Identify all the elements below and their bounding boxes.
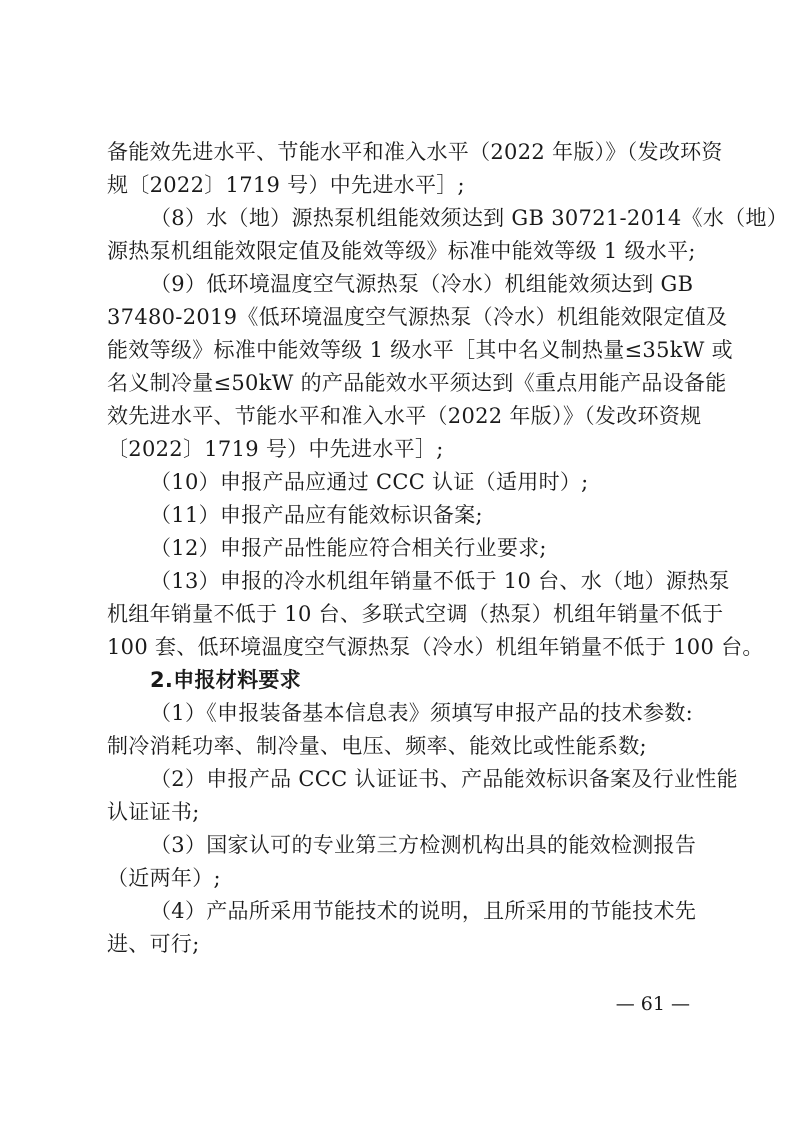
body-line-1: 备能效先进水平、节能水平和准入水平（2022 年版）》（发改环资 — [107, 140, 723, 164]
body-line-18: （1）《申报装备基本信息表》须填写申报产品的技术参数: — [150, 701, 694, 725]
body-line-19: 制冷消耗功率、制冷量、电压、频率、能效比或性能系数; — [107, 734, 647, 758]
body-line-10: 〔2022〕1719 号）中先进水平］; — [107, 437, 444, 461]
body-line-24: （4）产品所采用节能技术的说明，且所采用的节能技术先 — [150, 899, 697, 923]
section-heading: 2.申报材料要求 — [150, 668, 301, 692]
body-line-13: （12）申报产品性能应符合相关行业要求; — [150, 536, 547, 560]
body-line-11: （10）申报产品应通过 CCC 认证（适用时）; — [150, 470, 589, 494]
body-line-12: （11）申报产品应有能效标识备案; — [150, 503, 483, 527]
body-line-2: 规〔2022〕1719 号）中先进水平］; — [107, 173, 465, 197]
body-line-8: 名义制冷量≤50kW 的产品能效水平须达到《重点用能产品设备能 — [107, 371, 727, 395]
body-line-7: 能效等级》标准中能效等级 1 级水平［其中名义制热量≤35kW 或 — [107, 338, 733, 362]
body-line-14: （13）申报的冷水机组年销量不低于 10 台、水（地）源热泵 — [150, 569, 730, 593]
body-line-5: （9）低环境温度空气源热泵（冷水）机组能效须达到 GB — [150, 272, 694, 296]
page-number: — 61 — — [615, 993, 690, 1015]
body-line-4: 源热泵机组能效限定值及能效等级》标准中能效等级 1 级水平; — [107, 239, 696, 263]
body-line-9: 效先进水平、节能水平和准入水平（2022 年版）》（发改环资规 — [107, 404, 702, 428]
body-line-20: （2）申报产品 CCC 认证证书、产品能效标识备案及行业性能 — [150, 767, 738, 791]
body-line-15: 机组年销量不低于 10 台、多联式空调（热泵）机组年销量不低于 — [107, 602, 724, 626]
body-line-16: 100 套、低环境温度空气源热泵（冷水）机组年销量不低于 100 台。 — [107, 635, 764, 659]
body-line-25: 进、可行; — [107, 932, 200, 956]
body-line-3: （8）水（地）源热泵机组能效须达到 GB 30721-2014《水（地） — [150, 206, 789, 230]
body-line-23: （近两年）; — [107, 866, 221, 890]
body-line-6: 37480-2019《低环境温度空气源热泵（冷水）机组能效限定值及 — [107, 305, 728, 329]
body-line-22: （3）国家认可的专业第三方检测机构出具的能效检测报告 — [150, 833, 697, 857]
body-line-21: 认证证书; — [107, 800, 200, 824]
